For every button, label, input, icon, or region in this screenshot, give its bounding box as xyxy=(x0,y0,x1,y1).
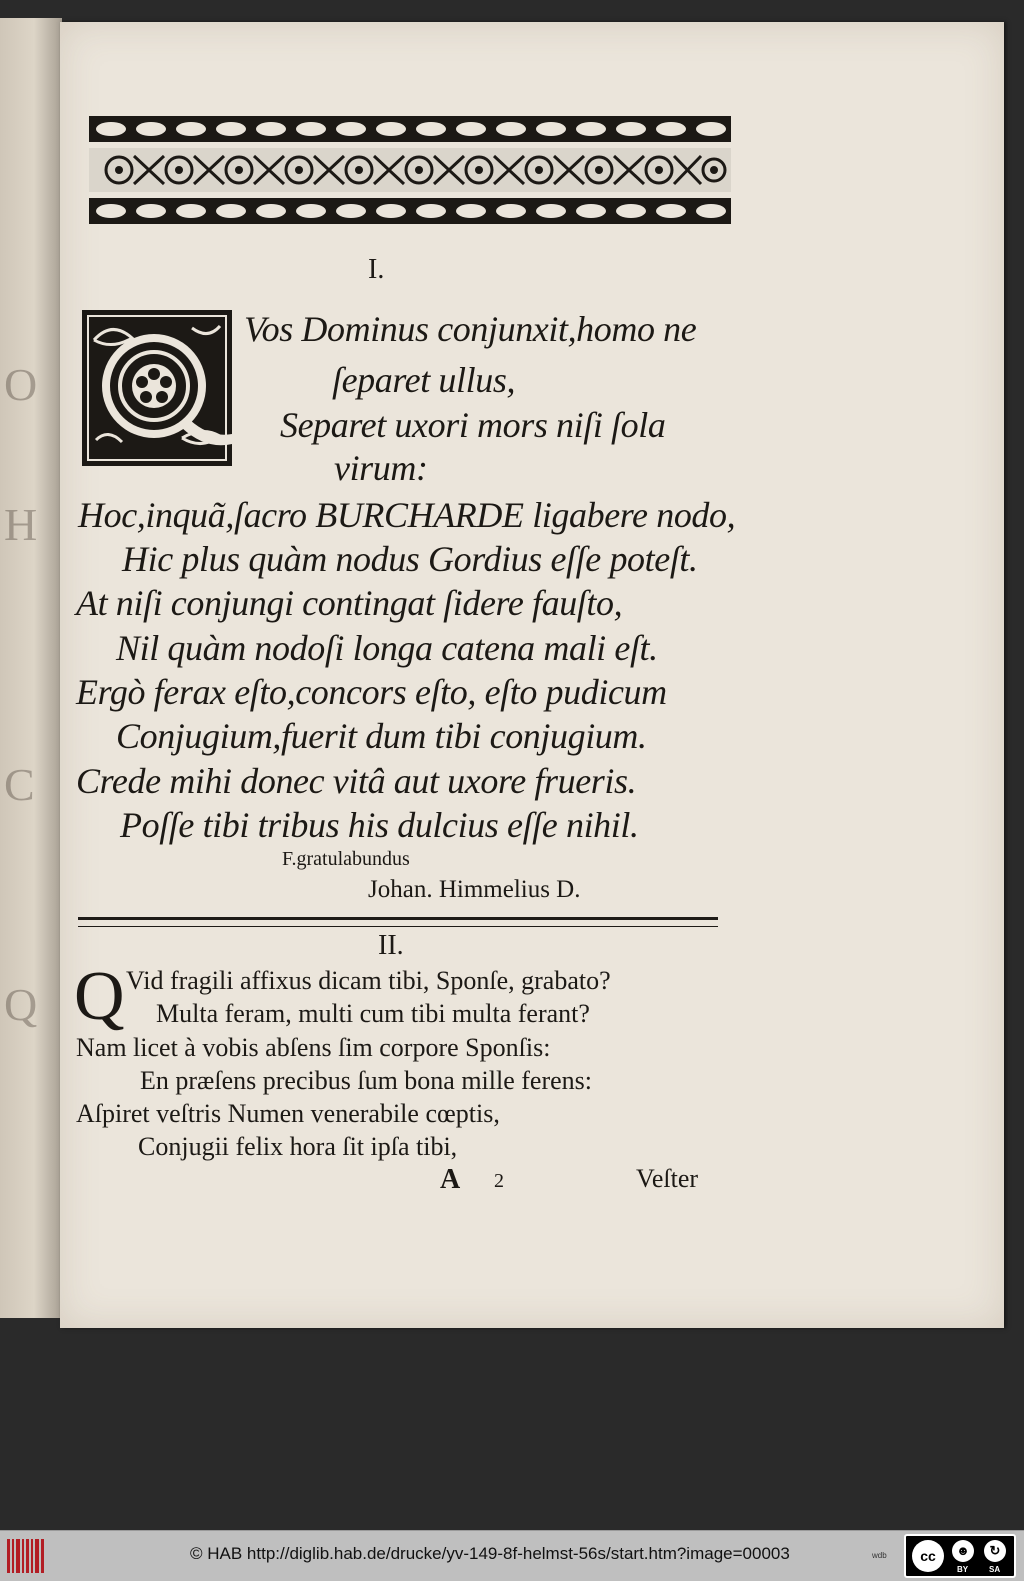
verse-line: Nam licet à vobis abſens ſim corpore Sponſis: xyxy=(76,1033,551,1062)
cc-license-badge[interactable] xyxy=(904,1534,1016,1578)
verse-line: En præſens precibus ſum bona mille ferens: xyxy=(140,1066,593,1095)
left-page-edge xyxy=(0,18,62,1318)
verse-line: At niſi conjungi contingat ſidere fauſto, xyxy=(76,583,623,623)
verse-line: Hic plus quàm nodus Gordius eſſe poteſt. xyxy=(122,539,698,579)
license-sa-label: SA xyxy=(989,1565,1001,1574)
verse-line: Conjugium,fuerit dum tibi conjugium. xyxy=(116,716,647,756)
verse-line: virum: xyxy=(334,448,428,488)
verse-line: Aſpiret veſtris Numen venerabile cœptis, xyxy=(76,1099,500,1128)
copyright-url-text[interactable]: © HAB http://diglib.hab.de/drucke/yv-149-8f-helmst-56s/start.htm?image=00003 xyxy=(190,1544,790,1563)
bleed-through-glyph: Q xyxy=(4,979,38,1030)
signature-mark: A xyxy=(440,1164,461,1195)
viewer-footer xyxy=(0,1530,1024,1581)
bleed-through-glyph: C xyxy=(4,759,35,810)
catchword: Veſter xyxy=(636,1164,699,1193)
section-number-2: II. xyxy=(378,930,404,961)
verse-line: ſeparet ullus, xyxy=(332,360,516,400)
verse-line: Crede mihi donec vitâ aut uxore frueris. xyxy=(76,761,637,801)
bleed-through-glyph: H xyxy=(4,499,38,550)
printer-ornament-band xyxy=(89,116,731,224)
verse-line: Separet uxori mors niſi ſola xyxy=(280,405,666,445)
section-divider-rule xyxy=(78,917,718,927)
verse-line: Poſſe tibi tribus his dulcius eſſe nihil. xyxy=(120,805,639,845)
signature-number: 2 xyxy=(494,1170,504,1192)
verse-line: Multa feram, multi cum tibi multa ferant? xyxy=(156,999,590,1028)
sa-share-icon: ↻ xyxy=(984,1540,1006,1562)
verse-line: Vos Dominus conjunxit,homo ne xyxy=(244,309,697,349)
verse-line: Hoc,inquã,ſacro BURCHARDE ligabere nodo, xyxy=(78,495,736,535)
verse-line: Nil quàm nodoſi longa catena mali eſt. xyxy=(116,628,658,668)
cc-icon: cc xyxy=(912,1540,944,1572)
signature-author: Johan. Himmelius D. xyxy=(368,876,581,903)
bleed-through-glyph: O xyxy=(4,359,38,410)
decorated-initial-q xyxy=(82,310,232,466)
license-by-label: BY xyxy=(957,1565,969,1574)
verse-line: Ergò ferax eſto,concors eſto, eſto pudicum xyxy=(76,672,667,712)
by-person-icon: ☻ xyxy=(952,1540,974,1562)
initial-letter-q: Q xyxy=(74,958,125,1035)
signature-gratulatory: F.gratulabundus xyxy=(282,848,410,870)
hab-barcode-logo-icon[interactable] xyxy=(6,1537,46,1575)
verse-line: Conjugii felix hora ſit ipſa tibi, xyxy=(138,1132,458,1161)
wdb-mark: wdb xyxy=(872,1551,887,1560)
section-number-1: I. xyxy=(368,254,385,285)
verse-line: Vid fragili affixus dicam tibi, Sponſe, grabato? xyxy=(126,966,611,995)
